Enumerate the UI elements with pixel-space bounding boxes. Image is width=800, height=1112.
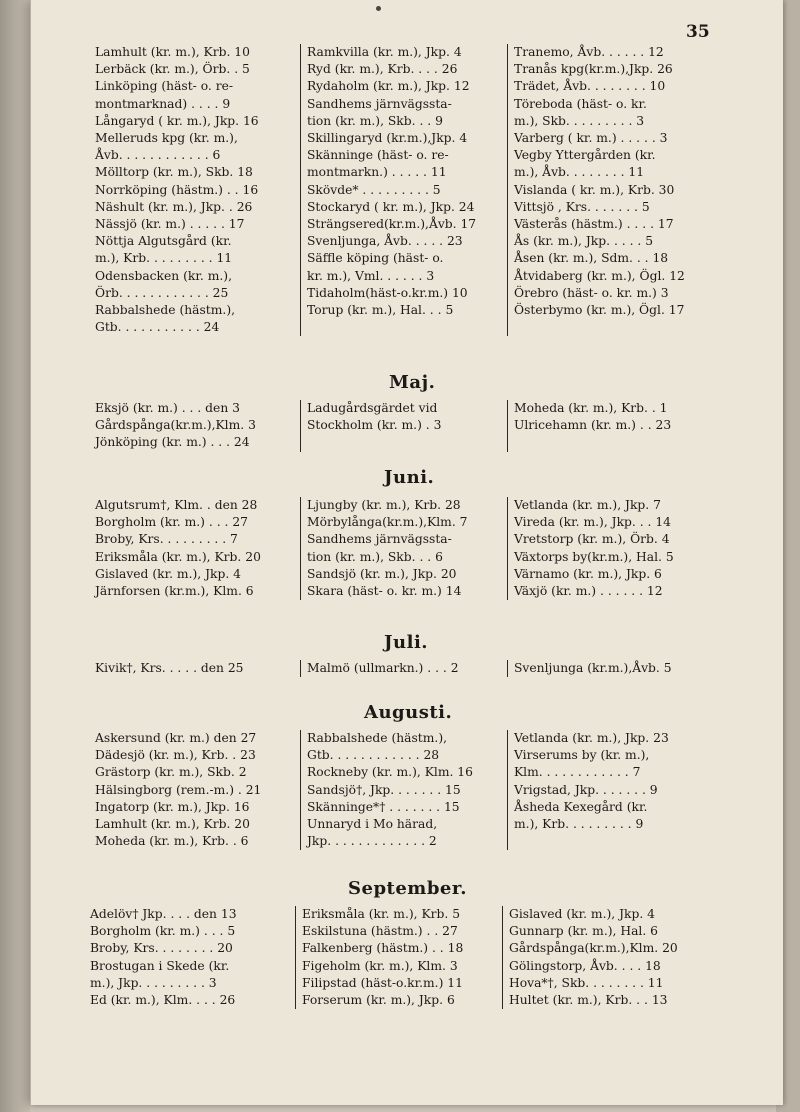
market-entry: Torup (kr. m.), Hal. . . 5 [307, 303, 454, 318]
market-entry: Gislaved (kr. m.), Jkp. 4 [509, 907, 656, 921]
section-heading-maj: Maj. [389, 372, 436, 393]
market-entry: Tranås kpg(kr.m.),Jkp. 26 [514, 62, 673, 77]
column-1 [95, 660, 300, 677]
market-entry: Virserums by (kr. m.), Klm. . . . . . . . . . . . 7 [514, 748, 650, 780]
market-section-augusti [95, 730, 720, 850]
market-entry: Forserum (kr. m.), Jkp. 6 [302, 993, 455, 1008]
market-entry: Mölltorp (kr. m.), Skb. 18 [95, 165, 253, 180]
market-entry: Strängsered(kr.m.),Åvb. 17 [307, 217, 477, 232]
section-heading-september: September. [348, 878, 467, 899]
market-entry: Hova*†, Skb. . . . . . . . 11 [509, 975, 664, 990]
market-entry: Tranemo, Åvb. . . . . . 12 [514, 45, 664, 59]
market-entry: Falkenberg (hästm.) . . 18 [302, 941, 464, 956]
market-entry: Åsen (kr. m.), Sdm. . . 18 [514, 251, 669, 266]
market-entry: Hultet (kr. m.), Krb. . . 13 [509, 993, 668, 1008]
column-1 [95, 44, 300, 336]
market-entry: Norrköping (hästm.) . . 16 [95, 182, 259, 197]
column-3 [507, 497, 712, 600]
market-entry: Broby, Krs. . . . . . . . . 7 [95, 532, 238, 547]
market-entry: Österbymo (kr. m.), Ögl. 17 [514, 303, 685, 318]
market-section-juni [95, 497, 720, 600]
market-entry: Vetlanda (kr. m.), Jkp. 23 [514, 731, 669, 745]
market-entry: Eksjö (kr. m.) . . . den 3 [95, 401, 240, 415]
market-entry: Sandsjö†, Jkp. . . . . . . 15 [307, 782, 461, 797]
market-entry: Skövde* . . . . . . . . . 5 [307, 182, 441, 197]
column-3 [507, 730, 712, 850]
market-entry: Vegby Yttergården (kr. m.), Åvb. . . . . . . . 11 [514, 148, 656, 180]
market-entry: Trädet, Åvb. . . . . . . . 10 [514, 79, 666, 94]
market-entry: Algutsrum†, Klm. . den 28 [95, 498, 258, 512]
market-entry: Västerås (hästm.) . . . . 17 [514, 217, 674, 232]
market-entry: Adelöv† Jkp. . . . den 13 [90, 907, 237, 921]
market-entry: Ulricehamn (kr. m.) . . 23 [514, 418, 672, 433]
market-entry: Lerbäck (kr. m.), Örb. . 5 [95, 62, 250, 77]
column-2 [300, 730, 507, 850]
market-entry: Eriksmåla (kr. m.), Krb. 5 [302, 907, 461, 921]
market-entry: Rabbalshede (hästm.), Gtb. . . . . . . . . . . 24 [95, 303, 236, 335]
market-entry: Vireda (kr. m.), Jkp. . . 14 [514, 515, 671, 530]
market-entry: Vretstorp (kr. m.), Örb. 4 [514, 532, 670, 547]
market-entry: Ryd (kr. m.), Krb. . . . 26 [307, 62, 458, 77]
market-entry: Näshult (kr. m.), Jkp. . 26 [95, 199, 253, 214]
market-entry: Vittsjö , Krs. . . . . . . 5 [514, 199, 650, 214]
market-entry: Skara (häst- o. kr. m.) 14 [307, 584, 462, 599]
market-entry: Skänninge*† . . . . . . . 15 [307, 799, 460, 814]
column-3 [507, 400, 712, 452]
market-entry: Mörbylånga(kr.m.),Klm. 7 [307, 515, 468, 530]
market-entry: Figeholm (kr. m.), Klm. 3 [302, 958, 458, 973]
market-entry: Ingatorp (kr. m.), Jkp. 16 [95, 799, 250, 814]
market-entry: Melleruds kpg (kr. m.), Åvb. . . . . . . . . . . . 6 [95, 131, 238, 163]
column-2 [300, 44, 507, 336]
market-entry: Rockneby (kr. m.), Klm. 16 [307, 765, 473, 780]
market-entry: Värnamo (kr. m.), Jkp. 6 [514, 566, 662, 581]
market-entry: Gårdspånga(kr.m.),Klm. 20 [509, 941, 678, 956]
market-entry: Vrigstad, Jkp. . . . . . . 9 [514, 782, 658, 797]
market-entry: Växjö (kr. m.) . . . . . . 12 [514, 584, 663, 599]
column-1 [95, 497, 300, 600]
column-2 [300, 400, 507, 452]
market-entry: Åtvidaberg (kr. m.), Ögl. 12 [514, 268, 685, 283]
market-entry: Varberg ( kr. m.) . . . . . 3 [514, 131, 668, 146]
market-entry: Gunnarp (kr. m.), Hal. 6 [509, 924, 658, 939]
market-entry: Ljungby (kr. m.), Krb. 28 [307, 498, 461, 512]
market-entry: Nöttja Algutsgård (kr. m.), Krb. . . . . . . . . 11 [95, 234, 233, 266]
market-entry: Kivik†, Krs. . . . . den 25 [95, 661, 244, 675]
market-entry: Malmö (ullmarkn.) . . . 2 [307, 661, 459, 675]
market-section-september [90, 906, 715, 1009]
section-heading-augusti: Augusti. [364, 702, 453, 723]
market-entry: Sandsjö (kr. m.), Jkp. 20 [307, 566, 457, 581]
column-2 [300, 660, 507, 677]
column-3 [507, 660, 712, 677]
market-entry: Ed (kr. m.), Klm. . . . 26 [90, 993, 236, 1008]
market-entry: Vislanda ( kr. m.), Krb. 30 [514, 182, 675, 197]
market-entry: Linköping (häst- o. re- montmarknad) . . . . 9 [95, 79, 234, 111]
market-entry: Växtorps by(kr.m.), Hal. 5 [514, 549, 674, 564]
market-entry: Säffle köping (häst- o. kr. m.), Vml. . . . . . 3 [307, 251, 444, 283]
column-3 [507, 44, 712, 336]
market-entry: Borgholm (kr. m.) . . . 5 [90, 924, 236, 939]
market-entry: Sandhems järnvägssta- tion (kr. m.), Skb. . . 9 [307, 96, 452, 128]
market-entry: Grästorp (kr. m.), Skb. 2 [95, 765, 247, 780]
market-entry: Jönköping (kr. m.) . . . 24 [95, 435, 250, 450]
page-number: 35 [686, 22, 710, 42]
market-entry: Svenljunga (kr.m.),Åvb. 5 [514, 661, 672, 675]
market-entry: Svenljunga, Åvb. . . . . 23 [307, 234, 463, 249]
market-section-maj [95, 400, 720, 452]
market-entry: Lamhult (kr. m.), Krb. 10 [95, 45, 250, 59]
market-entry: Tidaholm(häst-o.kr.m.) 10 [307, 285, 468, 300]
market-entry: Hälsingborg (rem.-m.) . 21 [95, 782, 262, 797]
market-entry: Broby, Krs. . . . . . . . 20 [90, 941, 233, 956]
column-1 [90, 906, 295, 1009]
market-entry: Moheda (kr. m.), Krb. . 1 [514, 401, 668, 415]
market-entry: Järnforsen (kr.m.), Klm. 6 [95, 584, 254, 599]
market-entry: Odensbacken (kr. m.), Örb. . . . . . . . . . . . 25 [95, 268, 232, 300]
market-entry: Filipstad (häst-o.kr.m.) 11 [302, 975, 463, 990]
market-entry: Eskilstuna (hästm.) . . 27 [302, 924, 458, 939]
book-spine [0, 0, 30, 1112]
market-entry: Sandhems järnvägssta- tion (kr. m.), Skb. . . 6 [307, 532, 452, 564]
market-entry: Gislaved (kr. m.), Jkp. 4 [95, 566, 242, 581]
market-entry: Örebro (häst- o. kr. m.) 3 [514, 285, 669, 300]
market-entry: Åsheda Kexegård (kr. m.), Krb. . . . . . . . . 9 [514, 799, 648, 832]
column-1 [95, 730, 300, 850]
market-entry: Ås (kr. m.), Jkp. . . . . 5 [514, 234, 654, 249]
market-entry: Ramkvilla (kr. m.), Jkp. 4 [307, 45, 462, 59]
market-entry: Borgholm (kr. m.) . . . 27 [95, 515, 248, 530]
market-entry: Rabbalshede (hästm.), Gtb. . . . . . . . . . . . 28 [307, 731, 448, 763]
market-entry: Moheda (kr. m.), Krb. . 6 [95, 834, 249, 849]
market-entry: Dädesjö (kr. m.), Krb. . 23 [95, 748, 256, 763]
market-entry: Skänninge (häst- o. re- montmarkn.) . . . . . 11 [307, 148, 449, 180]
market-entry: Ladugårdsgärdet vid Stockholm (kr. m.) . 3 [307, 401, 442, 433]
column-3 [502, 906, 707, 1009]
market-entry: Gårdspånga(kr.m.),Klm. 3 [95, 418, 256, 433]
column-2 [295, 906, 502, 1009]
market-entry: Nässjö (kr. m.) . . . . . 17 [95, 217, 245, 232]
market-entry: Lamhult (kr. m.), Krb. 20 [95, 817, 250, 832]
market-entry: Eriksmåla (kr. m.), Krb. 20 [95, 549, 261, 564]
column-1 [95, 400, 300, 452]
column-2 [300, 497, 507, 600]
market-entry: Skillingaryd (kr.m.),Jkp. 4 [307, 131, 468, 146]
market-entry: Unnaryd i Mo härad, Jkp. . . . . . . . . . . . . 2 [307, 817, 438, 849]
market-entry: Rydaholm (kr. m.), Jkp. 12 [307, 79, 470, 94]
section-heading-juli: Juli. [384, 632, 429, 653]
page-mark [376, 6, 381, 11]
market-entry: Långaryd ( kr. m.), Jkp. 16 [95, 113, 259, 128]
market-entry: Töreboda (häst- o. kr. m.), Skb. . . . . . . . . 3 [514, 96, 647, 128]
market-entry: Brostugan i Skede (kr. m.), Jkp. . . . . . . . . 3 [90, 958, 230, 990]
market-entry: Askersund (kr. m.) den 27 [95, 731, 257, 745]
market-section-juli [95, 660, 720, 677]
section-heading-juni: Juni. [384, 467, 435, 488]
market-entry: Gölingstorp, Åvb. . . . 18 [509, 958, 661, 973]
market-entry: Vetlanda (kr. m.), Jkp. 7 [514, 498, 661, 512]
market-entry: Stockaryd ( kr. m.), Jkp. 24 [307, 199, 475, 214]
market-section-continued [95, 44, 720, 336]
